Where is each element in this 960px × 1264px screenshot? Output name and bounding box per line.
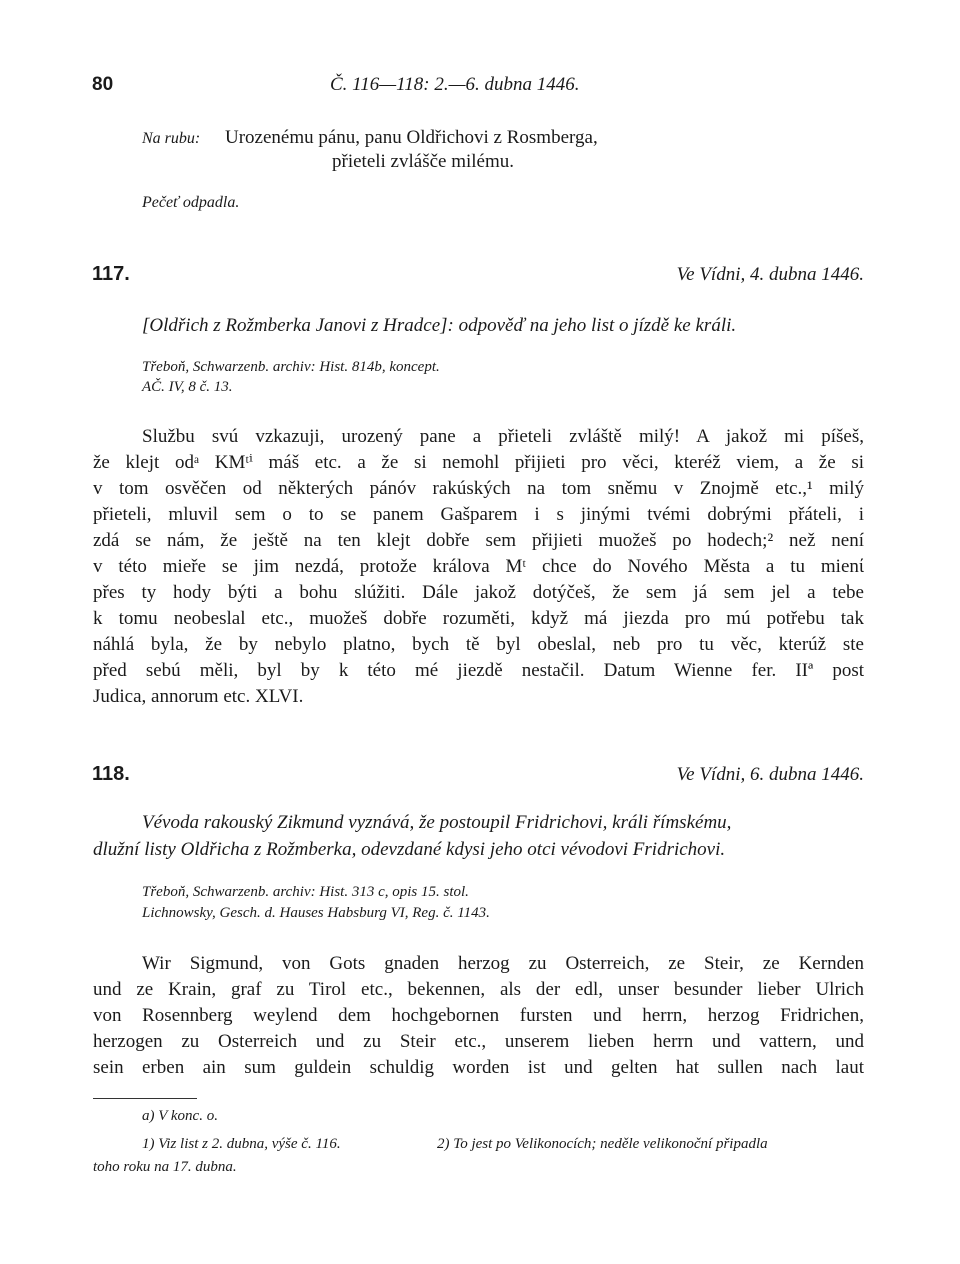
entry-118-regest-2: dlužní listy Oldřicha z Rožmberka, odevzdané kdysi jeho otci vévodovi Fridrichovi. bbox=[93, 839, 726, 860]
running-head: Č. 116—118: 2.—6. dubna 1446. bbox=[330, 74, 580, 95]
text-line: und ze Krain, graf zu Tirol etc., bekennen, als der edl, unser besunder lieber Ulrich bbox=[93, 979, 864, 1000]
text-line: Službu svú vzkazuji, urozený pane a přieteli zvláště milý! A jakož mi píšeš, bbox=[142, 426, 864, 447]
text-line: zdá se nám, že ještě na ten klejt dobře sem přijieti muožeš po hodech;² než není bbox=[93, 530, 864, 551]
text-line: náhlá byla, že by nebylo platno, bych tě byl obeslal, neb pro tu věc, kterúž ste bbox=[93, 634, 864, 655]
entry-117-number: 117. bbox=[92, 263, 130, 285]
footnote-2: 2) To jest po Velikonocích; neděle velikonoční připadla bbox=[437, 1136, 768, 1152]
entry-117-text bbox=[93, 424, 864, 710]
text-line: Judica, annorum etc. XLVI. bbox=[93, 686, 304, 707]
text-line: herzogen zu Osterreich und zu Steir etc., unserem lieben herrn und vattern, und bbox=[93, 1031, 864, 1052]
entry-118-source-1: Třeboň, Schwarzenb. archiv: Hist. 313 c, opis 15. stol. bbox=[142, 884, 469, 900]
footnote-2-continued: toho roku na 17. dubna. bbox=[93, 1159, 237, 1175]
entry-118-place-date: Ve Vídni, 6. dubna 1446. bbox=[676, 764, 864, 785]
text-line: že klejt odᵃ KMᵗⁱ máš etc. a že si nemohl přijieti pro věci, kteréž viem, a že si bbox=[93, 452, 864, 473]
text-line: přes ty hody býti a bohu slúžiti. Dále jakož dotýčeš, že sem já sem jel a tebe bbox=[93, 582, 864, 603]
address-label: Na rubu: bbox=[142, 130, 201, 147]
text-line: von Rosennberg weylend dem hochgebornen fursten und herrn, herzog Fridrichen, bbox=[93, 1005, 864, 1026]
entry-117-regest: [Oldřich z Rožmberka Janovi z Hradce]: odpověď na jeho list o jízdě ke králi. bbox=[142, 315, 737, 336]
seal-note: Pečeť odpadla. bbox=[142, 194, 240, 211]
text-line: sein erben ain sum guldein schuldig worden ist und gelten hat sullen nach laut bbox=[93, 1057, 864, 1078]
entry-117-source-1: Třeboň, Schwarzenb. archiv: Hist. 814b, koncept. bbox=[142, 359, 440, 375]
address-line-1: Urozenému pánu, panu Oldřichovi z Rosmberga, bbox=[225, 127, 598, 148]
text-line: v tom osvěčen od některých pánóv rakúských na tom sněmu v Znojmě etc.,¹ milý bbox=[93, 478, 864, 499]
entry-118-text bbox=[93, 951, 864, 1081]
text-line: Wir Sigmund, von Gots gnaden herzog zu Osterreich, ze Steir, ze Kernden bbox=[142, 953, 864, 974]
page-number: 80 bbox=[92, 74, 114, 95]
address-line-2: přieteli zvláščе milému. bbox=[332, 151, 515, 172]
text-line: přieteli, mluvil sem o to se panem Gašparem i s jinými tvémi dobrými přáteli, i bbox=[93, 504, 864, 525]
entry-118-number: 118. bbox=[92, 763, 130, 785]
text-line: v této mieře se jim nezdá, protože králova Mᵗ chce do Nového Města a tu mienί bbox=[93, 556, 864, 577]
entry-118-regest-1: Vévoda rakouský Zikmund vyznává, že postoupil Fridrichovi, králi římskému, bbox=[142, 812, 732, 833]
footnote-rule bbox=[93, 1098, 197, 1099]
footnote-1: 1) Viz list z 2. dubna, výše č. 116. bbox=[142, 1136, 341, 1152]
text-line: před sebú měli, byl by k této mé jiezdě nestačil. Datum Wienne fer. IIª post bbox=[93, 660, 864, 681]
entry-118-source-2: Lichnowsky, Gesch. d. Hauses Habsburg VI, Reg. č. 1143. bbox=[142, 905, 490, 921]
footnote-a: a) V konc. o. bbox=[142, 1108, 218, 1124]
text-line: k tomu neobeslal etc., muožeš dobře rozuměti, když má jiezda pro mú potřebu tak bbox=[93, 608, 864, 629]
entry-117-source-2: AČ. IV, 8 č. 13. bbox=[142, 379, 233, 395]
entry-117-place-date: Ve Vídni, 4. dubna 1446. bbox=[676, 264, 864, 285]
